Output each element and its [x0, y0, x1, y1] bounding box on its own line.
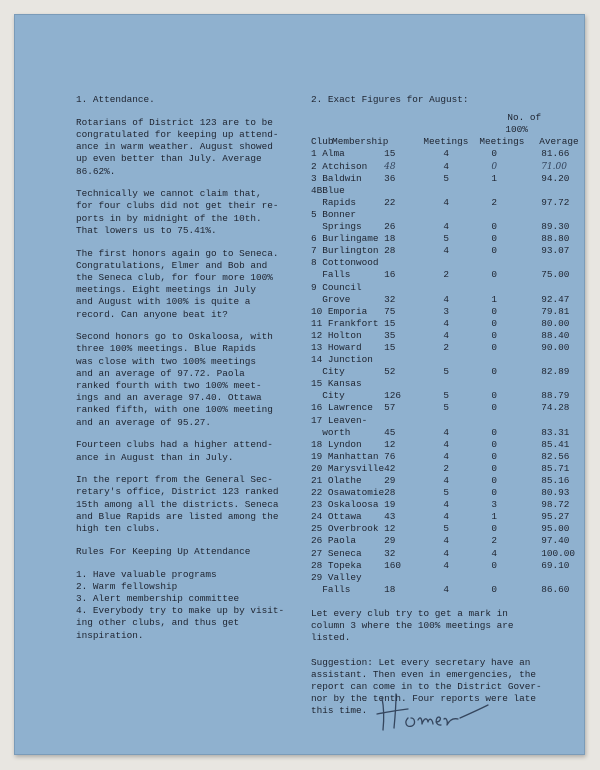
table-row [311, 209, 581, 221]
meetings-cell: 4 [443, 317, 450, 329]
membership-cell [384, 354, 440, 366]
hundred-meetings-cell: 1 [491, 172, 498, 184]
meetings-cell: 2 [443, 462, 450, 474]
table-row [311, 499, 581, 511]
club-name-cell: 13 Howard [311, 341, 362, 353]
figures-section [311, 94, 579, 718]
hundred-meetings-cell: 1 [491, 293, 498, 305]
table-row [311, 463, 581, 475]
average-cell [541, 415, 580, 427]
column-header-club: Club [311, 136, 334, 148]
average-cell: 100.00 [541, 547, 575, 559]
average-cell [541, 185, 580, 197]
meetings-cell [440, 572, 485, 584]
average-cell: 83.31 [541, 426, 570, 438]
club-name-cell: 22 Osawatomie [311, 487, 385, 499]
average-cell [541, 282, 580, 294]
club-name-cell: 16 Lawrence [311, 402, 373, 414]
header-row-mid [311, 124, 581, 136]
club-name-cell: 18 Lyndon [311, 438, 362, 450]
hundred-meetings-cell: 0 [491, 450, 498, 462]
membership-cell: 76 [384, 450, 396, 462]
hundred-meetings-cell: 0 [491, 438, 498, 450]
club-name-cell: Falls [311, 583, 351, 595]
table-row [311, 294, 581, 306]
average-cell: 85.71 [541, 462, 570, 474]
table-row [311, 257, 581, 269]
membership-cell: 126 [384, 390, 402, 402]
average-cell: 81.66 [541, 148, 570, 160]
table-row [311, 221, 581, 233]
club-name-cell: 12 Holton [311, 329, 362, 341]
club-name-cell: 7 Burlington [311, 245, 379, 257]
average-cell: 93.07 [541, 245, 570, 257]
membership-cell: 12 [384, 438, 396, 450]
club-name-cell: 28 Topeka [311, 559, 362, 571]
average-cell: 95.27 [541, 511, 570, 523]
membership-cell [384, 257, 440, 269]
average-cell: 75.00 [541, 269, 570, 281]
table-row [311, 245, 581, 257]
membership-cell [384, 209, 440, 221]
table-row [311, 439, 581, 451]
rule-item: 2. Warm fellowship [76, 580, 178, 592]
membership-cell [384, 415, 440, 427]
membership-cell: 19 [384, 499, 396, 511]
club-name-cell: 24 Ottawa [311, 511, 362, 523]
column-header-hundred-meetings: Meetings [479, 136, 525, 148]
membership-cell: 12 [384, 523, 396, 535]
table-row [311, 269, 581, 281]
meetings-cell: 5 [443, 233, 450, 245]
membership-cell: 52 [384, 366, 396, 378]
club-name-cell: 4BBlue [311, 184, 345, 196]
figures-heading: 2. Exact Figures for August: [311, 94, 469, 105]
meetings-cell: 2 [443, 269, 450, 281]
membership-cell: 57 [384, 402, 396, 414]
club-name-cell: 6 Burlingame [311, 233, 379, 245]
table-row [311, 427, 581, 439]
meetings-cell: 4 [443, 475, 450, 487]
hundred-meetings-cell: 1 [491, 511, 498, 523]
meetings-cell: 4 [443, 499, 450, 511]
hundred-meetings-cell: 0 [491, 390, 498, 402]
hundred-meetings-cell: 0 [491, 426, 498, 438]
meetings-cell: 3 [443, 305, 450, 317]
membership-cell: 26 [384, 221, 396, 233]
hundred-meetings-cell: 0 [491, 221, 498, 233]
header-no-of: No. of [507, 112, 542, 124]
average-cell: 71.00 [541, 161, 567, 172]
meetings-cell [440, 378, 485, 390]
table-row [311, 451, 581, 463]
meetings-cell: 4 [443, 426, 450, 438]
table-row [311, 282, 581, 294]
meetings-cell: 5 [443, 172, 450, 184]
table-row [311, 233, 581, 245]
hundred-meetings-cell [485, 257, 541, 269]
club-name-cell: 9 Council [311, 281, 362, 293]
hundred-meetings-cell [485, 185, 541, 197]
membership-cell: 15 [384, 341, 396, 353]
hundred-meetings-cell: 0 [491, 317, 498, 329]
table-row [311, 415, 581, 427]
meetings-cell: 4 [443, 160, 450, 172]
average-cell: 69.10 [541, 559, 570, 571]
meetings-cell [440, 185, 485, 197]
average-cell [541, 257, 580, 269]
membership-cell: 18 [384, 233, 396, 245]
hundred-meetings-cell: 0 [491, 462, 498, 474]
table-row [311, 475, 581, 487]
club-name-cell: 11 Frankfort [311, 317, 379, 329]
hundred-meetings-cell: 0 [491, 523, 498, 535]
membership-cell: 75 [384, 305, 396, 317]
average-cell [541, 354, 580, 366]
attendance-paragraph: Technically we cannot claim that, for four clubs did not get their re- ports in by midnight of the 10th. That lowers us to 75.41%. [76, 188, 279, 236]
attendance-heading: 1. Attendance. [76, 94, 155, 105]
meetings-cell [440, 257, 485, 269]
hundred-meetings-cell: 3 [491, 499, 498, 511]
table-row [311, 185, 581, 197]
hundred-meetings-cell: 0 [491, 305, 498, 317]
average-cell: 85.16 [541, 475, 570, 487]
club-name-cell: Grove [311, 293, 351, 305]
meetings-cell: 4 [443, 245, 450, 257]
membership-cell: 48 [384, 161, 396, 172]
club-name-cell: 2 Atchison [311, 160, 368, 172]
club-name-cell: 5 Bonner [311, 208, 357, 220]
meetings-cell: 4 [443, 221, 450, 233]
membership-cell: 18 [384, 583, 396, 595]
membership-cell [384, 572, 440, 584]
header-100: 100% [505, 124, 528, 136]
membership-cell: 22 [384, 196, 396, 208]
meetings-cell: 4 [443, 511, 450, 523]
membership-cell: 36 [384, 172, 396, 184]
average-cell [541, 209, 580, 221]
club-name-cell: 19 Manhattan [311, 450, 379, 462]
meetings-cell: 4 [443, 583, 450, 595]
average-cell: 98.72 [541, 499, 570, 511]
club-name-cell: 17 Leaven- [311, 414, 368, 426]
column-header-meetings: Meetings [423, 136, 469, 148]
average-cell: 82.56 [541, 450, 570, 462]
meetings-cell [440, 354, 485, 366]
figures-table [311, 112, 581, 596]
attendance-section [76, 94, 302, 642]
hundred-meetings-cell: 0 [491, 402, 498, 414]
average-cell: 85.41 [541, 438, 570, 450]
hundred-meetings-cell: 0 [491, 161, 498, 172]
average-cell: 80.93 [541, 487, 570, 499]
membership-cell: 29 [384, 535, 396, 547]
hundred-meetings-cell: 0 [491, 583, 498, 595]
average-cell: 74.28 [541, 402, 570, 414]
meetings-cell [440, 415, 485, 427]
club-name-cell: 1 Alma [311, 148, 345, 160]
average-cell: 89.30 [541, 221, 570, 233]
club-name-cell: 15 Kansas [311, 378, 362, 390]
meetings-cell: 4 [443, 450, 450, 462]
table-row [311, 330, 581, 342]
table-row [311, 572, 581, 584]
club-name-cell: 20 Marysville [311, 462, 385, 474]
table-row [311, 161, 581, 173]
club-name-cell: 23 Oskaloosa [311, 499, 379, 511]
hundred-meetings-cell [485, 572, 541, 584]
hundred-meetings-cell: 0 [491, 269, 498, 281]
column-header-average: Average [539, 136, 579, 148]
membership-cell: 28 [384, 487, 396, 499]
table-row [311, 402, 581, 414]
hundred-meetings-cell: 4 [491, 547, 498, 559]
club-name-cell: 29 Valley [311, 571, 362, 583]
club-name-cell: City [311, 390, 345, 402]
average-cell: 80.00 [541, 317, 570, 329]
rules-list [76, 569, 302, 642]
average-cell [541, 572, 580, 584]
meetings-cell: 4 [443, 559, 450, 571]
average-cell: 88.40 [541, 329, 570, 341]
membership-cell: 42 [384, 462, 396, 474]
average-cell: 90.00 [541, 341, 570, 353]
membership-cell [384, 378, 440, 390]
rule-item: 1. Have valuable programs [76, 568, 217, 580]
membership-cell: 32 [384, 547, 396, 559]
meetings-cell: 5 [443, 390, 450, 402]
membership-cell: 15 [384, 317, 396, 329]
table-row [311, 487, 581, 499]
membership-cell: 43 [384, 511, 396, 523]
club-name-cell: 27 Seneca [311, 547, 362, 559]
meetings-cell: 4 [443, 329, 450, 341]
table-row [311, 511, 581, 523]
table-row [311, 390, 581, 402]
table-row [311, 548, 581, 560]
hundred-meetings-cell: 0 [491, 559, 498, 571]
average-cell: 92.47 [541, 293, 570, 305]
column-3-note: Let every club try to get a mark in column 3 where the 100% meetings are listed. [311, 607, 514, 644]
meetings-cell: 5 [443, 523, 450, 535]
table-row [311, 378, 581, 390]
average-cell [541, 378, 580, 390]
meetings-cell: 4 [443, 547, 450, 559]
membership-cell: 32 [384, 293, 396, 305]
club-name-cell: Rapids [311, 196, 357, 208]
club-name-cell: worth [311, 426, 351, 438]
hundred-meetings-cell: 0 [491, 148, 498, 160]
meetings-cell: 4 [443, 535, 450, 547]
meetings-cell: 4 [443, 438, 450, 450]
membership-cell: 160 [384, 559, 402, 571]
membership-cell: 16 [384, 269, 396, 281]
membership-cell: 35 [384, 329, 396, 341]
table-row [311, 584, 581, 596]
rules-title: Rules For Keeping Up Attendance [76, 545, 251, 557]
club-name-cell: 3 Baldwin [311, 172, 362, 184]
membership-cell: 15 [384, 148, 396, 160]
header-row [311, 136, 581, 148]
table-row [311, 560, 581, 572]
average-cell: 82.89 [541, 366, 570, 378]
hundred-meetings-cell [485, 378, 541, 390]
rule-item: 3. Alert membership committee [76, 592, 240, 604]
hundred-meetings-cell: 0 [491, 341, 498, 353]
average-cell: 88.79 [541, 390, 570, 402]
hundred-meetings-cell: 0 [491, 487, 498, 499]
membership-cell [384, 185, 440, 197]
club-name-cell: 21 Olathe [311, 475, 362, 487]
club-name-cell: 10 Emporia [311, 305, 368, 317]
column-header-membership: Membership [332, 136, 389, 148]
hundred-meetings-cell: 2 [491, 196, 498, 208]
meetings-cell: 2 [443, 341, 450, 353]
club-name-cell: Springs [311, 221, 362, 233]
club-name-cell: Falls [311, 269, 351, 281]
meetings-cell [440, 282, 485, 294]
attendance-paragraph: In the report from the General Sec- retary's office, District 123 ranked 15th among all the districts. Seneca and Blue Rapids are listed among the high ten clubs. [76, 474, 279, 535]
meetings-cell: 4 [443, 148, 450, 160]
hundred-meetings-cell: 0 [491, 245, 498, 257]
header-row-top [311, 112, 581, 124]
attendance-paragraph: Fourteen clubs had a higher attend- ance in August than in July. [76, 439, 273, 463]
hundred-meetings-cell: 0 [491, 366, 498, 378]
hundred-meetings-cell: 0 [491, 233, 498, 245]
club-name-cell: 25 Overbrook [311, 523, 379, 535]
rule-item: 4. Everybody try to make up by visit- ing other clubs, and thus get inspiration. [76, 605, 285, 641]
membership-cell: 29 [384, 475, 396, 487]
attendance-paragraph: Rotarians of District 123 are to be congratulated for keeping up attend- ance in warm weather. August showed up even better than July. Average 86.62%. [76, 116, 279, 177]
table-row [311, 306, 581, 318]
average-cell: 79.81 [541, 305, 570, 317]
club-name-cell: City [311, 366, 345, 378]
club-name-cell: 26 Paola [311, 535, 357, 547]
club-name-cell: 14 Junction [311, 354, 373, 366]
table-row [311, 173, 581, 185]
table-row [311, 148, 581, 160]
hundred-meetings-cell [485, 282, 541, 294]
hundred-meetings-cell [485, 415, 541, 427]
hundred-meetings-cell: 0 [491, 475, 498, 487]
meetings-cell: 4 [443, 293, 450, 305]
table-row [311, 354, 581, 366]
hundred-meetings-cell: 2 [491, 535, 498, 547]
table-row [311, 318, 581, 330]
table-row [311, 535, 581, 547]
attendance-paragraph: Second honors go to Oskaloosa, with three 100% meetings. Blue Rapids was close with two 100% meetings and an average of 97.72. Paola ranked fourth with two 100% meet- ings and an average 97.40. Ottawa ranked fifth, with one 100% meeting and an average of 95.27. [76, 331, 273, 428]
membership-cell [384, 282, 440, 294]
suggestion-paragraph: Suggestion: Let every secretary have an assistant. Then even in emergencies, the report can come in to the District Gover- nor by the tenth. Four reports were late this time. [311, 656, 542, 717]
meetings-cell [440, 209, 485, 221]
club-name-cell: 8 Cottonwood [311, 257, 379, 269]
meetings-cell: 5 [443, 366, 450, 378]
meetings-cell: 5 [443, 487, 450, 499]
membership-cell: 28 [384, 245, 396, 257]
membership-cell: 45 [384, 426, 396, 438]
hundred-meetings-cell [485, 354, 541, 366]
table-row [311, 197, 581, 209]
average-cell: 95.00 [541, 523, 570, 535]
hundred-meetings-cell [485, 209, 541, 221]
average-cell: 97.40 [541, 535, 570, 547]
average-cell: 97.72 [541, 196, 570, 208]
table-row [311, 366, 581, 378]
table-row [311, 523, 581, 535]
meetings-cell: 5 [443, 402, 450, 414]
attendance-paragraph: The first honors again go to Seneca. Congratulations, Elmer and Bob and the Seneca club, for four more 100% meetings. Eight meetings in July and August with 100% is quite a record. Can anyone beat it? [76, 247, 279, 320]
table-row [311, 342, 581, 354]
average-cell: 88.80 [541, 233, 570, 245]
signature-homer [374, 688, 492, 734]
average-cell: 94.20 [541, 172, 570, 184]
meetings-cell: 4 [443, 196, 450, 208]
average-cell: 86.60 [541, 583, 570, 595]
hundred-meetings-cell: 0 [491, 329, 498, 341]
